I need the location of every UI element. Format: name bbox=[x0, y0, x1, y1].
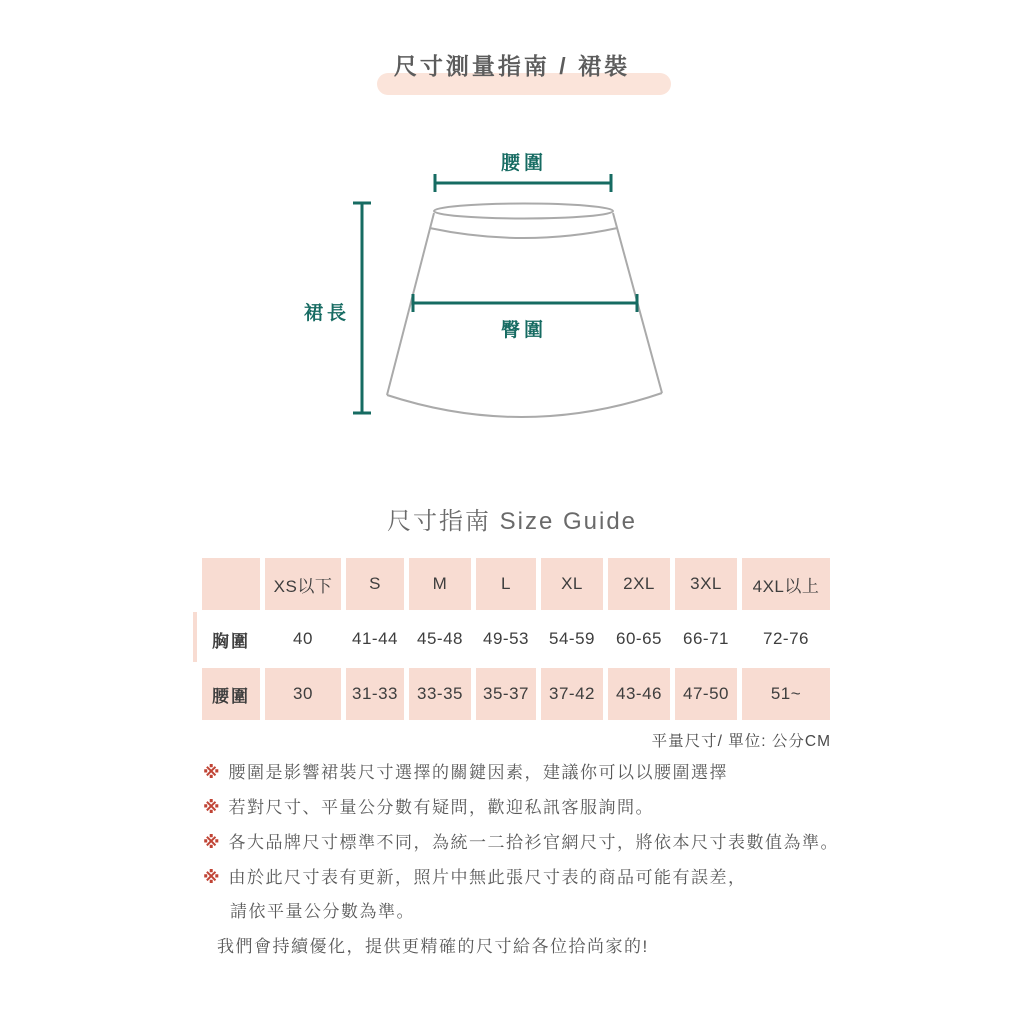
notes-section bbox=[203, 762, 863, 971]
table-left-accent-bar bbox=[193, 612, 197, 662]
row-label-chest: 胸圍 bbox=[202, 613, 260, 665]
table-cell: 47-50 bbox=[675, 668, 737, 720]
table-cell: 72-76 bbox=[742, 613, 830, 665]
note-text: 由於此尺寸表有更新，照片中無此張尺寸表的商品可能有誤差， bbox=[228, 868, 747, 887]
column-header: L bbox=[476, 558, 536, 610]
column-header: XL bbox=[541, 558, 603, 610]
column-header: 2XL bbox=[608, 558, 670, 610]
row-label-waist: 腰圍 bbox=[202, 668, 260, 720]
table-cell: 66-71 bbox=[675, 613, 737, 665]
hip-measure-line bbox=[413, 294, 637, 312]
note-marker-icon: ※ bbox=[203, 798, 220, 817]
column-header: S bbox=[346, 558, 404, 610]
page-title: 尺寸測量指南 / 裙裝 bbox=[393, 53, 631, 79]
hip-label: 臀圍 bbox=[500, 320, 547, 341]
table-cell: 54-59 bbox=[541, 613, 603, 665]
table-cell: 41-44 bbox=[346, 613, 404, 665]
length-measure-line bbox=[353, 203, 371, 413]
note-item bbox=[203, 797, 863, 819]
waist-measure-line bbox=[435, 174, 611, 192]
note-text: 腰圍是影響裙裝尺寸選擇的關鍵因素，建議你可以以腰圍選擇 bbox=[228, 763, 729, 782]
note-item bbox=[203, 762, 863, 784]
note-marker-icon: ※ bbox=[203, 763, 220, 782]
table-row-chest bbox=[202, 613, 830, 665]
skirt-diagram-svg bbox=[0, 140, 1024, 440]
size-guide-table bbox=[197, 555, 835, 723]
note-text: 各大品牌尺寸標準不同，為統一二拾衫官網尺寸，將依本尺寸表數值為準。 bbox=[228, 833, 840, 852]
table-cell: 33-35 bbox=[409, 668, 471, 720]
table-cell: 30 bbox=[265, 668, 341, 720]
table-cell: 45-48 bbox=[409, 613, 471, 665]
note-continuation bbox=[203, 901, 863, 923]
table-cell: 37-42 bbox=[541, 668, 603, 720]
waist-label: 腰圍 bbox=[500, 153, 547, 174]
table-footnote: 平量尺寸/ 單位: 公分CM bbox=[651, 733, 831, 750]
skirt-length-label: 裙長 bbox=[304, 303, 351, 324]
note-text: 若對尺寸、平量公分數有疑問，歡迎私訊客服詢問。 bbox=[228, 798, 655, 817]
size-guide-title: 尺寸指南 Size Guide bbox=[386, 508, 638, 535]
table-cell: 49-53 bbox=[476, 613, 536, 665]
table-cell: 35-37 bbox=[476, 668, 536, 720]
page-title-block bbox=[0, 46, 1024, 100]
table-cell: 60-65 bbox=[608, 613, 670, 665]
note-item bbox=[203, 832, 863, 854]
column-header: M bbox=[409, 558, 471, 610]
skirt-outline bbox=[387, 204, 662, 418]
table-cell: 43-46 bbox=[608, 668, 670, 720]
note-text: 請依平量公分數為準。 bbox=[230, 902, 415, 921]
skirt-measurement-diagram bbox=[0, 140, 1024, 440]
column-header: XS以下 bbox=[265, 558, 341, 610]
table-cell: 51~ bbox=[742, 668, 830, 720]
note-text: 我們會持續優化，提供更精確的尺寸給各位拾尚家的! bbox=[217, 937, 649, 956]
table-corner-cell bbox=[202, 558, 260, 610]
note-closing bbox=[203, 936, 863, 958]
column-header: 4XL以上 bbox=[742, 558, 830, 610]
column-header: 3XL bbox=[675, 558, 737, 610]
table-header-row bbox=[202, 558, 830, 610]
table-cell: 31-33 bbox=[346, 668, 404, 720]
note-item bbox=[203, 867, 863, 889]
table-row-waist bbox=[202, 668, 830, 720]
note-marker-icon: ※ bbox=[203, 833, 220, 852]
table-cell: 40 bbox=[265, 613, 341, 665]
note-marker-icon: ※ bbox=[203, 868, 220, 887]
